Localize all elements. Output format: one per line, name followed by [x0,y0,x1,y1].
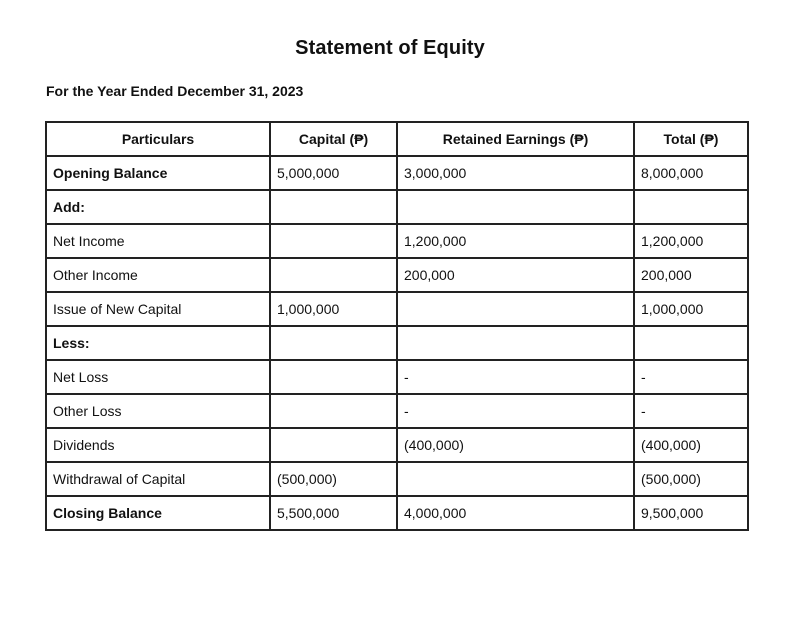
header-retained-earnings: Retained Earnings (₱) [397,122,634,156]
table-row-closing-balance [46,496,748,530]
row-label: Dividends [46,428,270,462]
retained-earnings-cell [397,190,634,224]
page-title: Statement of Equity [295,37,485,59]
table-row-add-section [46,190,748,224]
retained-earnings-cell [397,462,634,496]
capital-cell [270,360,397,394]
table-row-issue-new-capital [46,292,748,326]
retained-earnings-cell: (400,000) [397,428,634,462]
row-label: Net Income [46,224,270,258]
header-row [46,122,748,156]
retained-earnings-cell [397,326,634,360]
total-cell [634,190,748,224]
table-row-other-income [46,258,748,292]
capital-cell [270,258,397,292]
capital-cell: 1,000,000 [270,292,397,326]
row-label: Withdrawal of Capital [46,462,270,496]
capital-cell [270,326,397,360]
table-row-opening-balance [46,156,748,190]
table-row-net-loss [46,360,748,394]
total-cell [634,326,748,360]
row-label: Closing Balance [46,496,270,530]
section-label: Add: [46,190,270,224]
section-label: Less: [46,326,270,360]
capital-cell: (500,000) [270,462,397,496]
table-row-other-loss [46,394,748,428]
table-row-dividends [46,428,748,462]
table-row-withdrawal-of-capital [46,462,748,496]
retained-earnings-cell: 1,200,000 [397,224,634,258]
row-label: Issue of New Capital [46,292,270,326]
capital-cell [270,394,397,428]
retained-earnings-cell: 200,000 [397,258,634,292]
header-capital: Capital (₱) [270,122,397,156]
total-cell: 8,000,000 [634,156,748,190]
total-cell: 9,500,000 [634,496,748,530]
capital-cell [270,428,397,462]
capital-cell: 5,500,000 [270,496,397,530]
retained-earnings-cell: 3,000,000 [397,156,634,190]
retained-earnings-cell: 4,000,000 [397,496,634,530]
total-cell: 1,200,000 [634,224,748,258]
header-particulars: Particulars [46,122,270,156]
header-total: Total (₱) [634,122,748,156]
period-subtitle: For the Year Ended December 31, 2023 [46,83,304,99]
total-cell: - [634,394,748,428]
capital-cell [270,224,397,258]
total-cell: 200,000 [634,258,748,292]
total-cell: (500,000) [634,462,748,496]
table-row-less-section [46,326,748,360]
table-row-net-income [46,224,748,258]
total-cell: 1,000,000 [634,292,748,326]
retained-earnings-cell: - [397,360,634,394]
row-label: Other Income [46,258,270,292]
table-body [46,156,748,530]
retained-earnings-cell: - [397,394,634,428]
retained-earnings-cell [397,292,634,326]
row-label: Opening Balance [46,156,270,190]
capital-cell: 5,000,000 [270,156,397,190]
row-label: Other Loss [46,394,270,428]
row-label: Net Loss [46,360,270,394]
table-header [46,122,748,156]
total-cell: (400,000) [634,428,748,462]
total-cell: - [634,360,748,394]
equity-table [45,121,749,531]
capital-cell [270,190,397,224]
